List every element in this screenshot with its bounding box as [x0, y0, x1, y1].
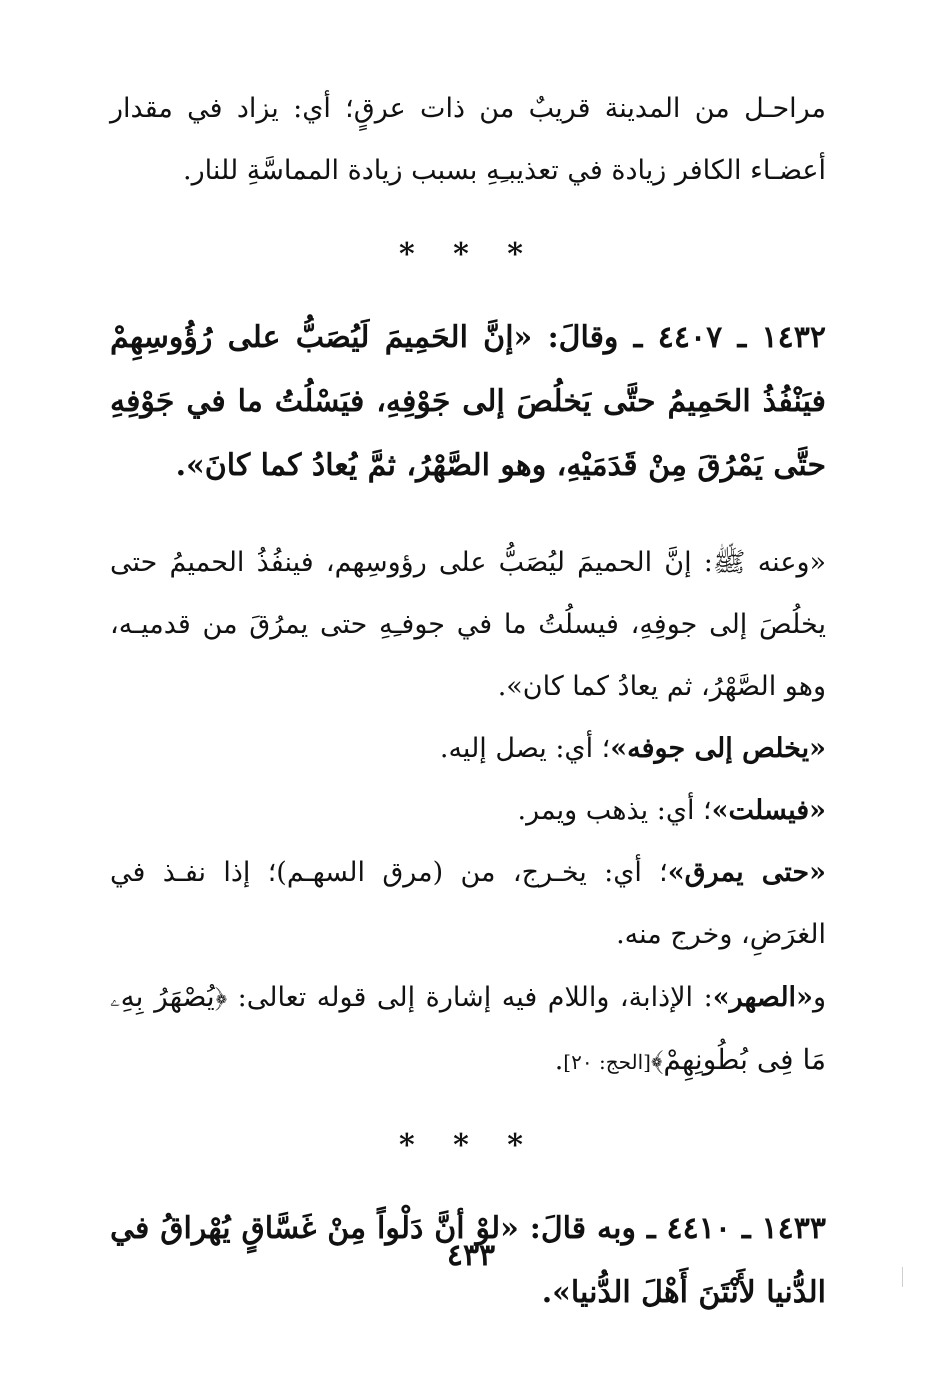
gloss-prefix: و	[812, 982, 826, 1013]
gloss-yakhlus	[110, 718, 826, 780]
commentary-quote: «وعنه ﷺ: إنَّ الحميمَ ليُصَبُّ على رؤوسِهم، فينفُذُ الحميمُ حتى يخلُصَ إلى جوفِهِ، فيسلُتُ ما في جوفـِهِ حتى يمرُقَ من قدميـه، وهو الصَّهْرُ، ثم يعادُ كما كان».	[110, 547, 826, 702]
gloss-term: «حتى يمرق»	[667, 857, 826, 888]
gloss-sahr	[110, 966, 826, 1093]
gloss-yamruq	[110, 842, 826, 966]
gloss-term: «الصهر»	[712, 982, 813, 1013]
quran-verse: ﴿يُصْهَرُ بِهِۦ مَا فِى بُطُونِهِمْ﴾	[110, 980, 826, 1076]
scan-mark	[902, 1267, 903, 1287]
gloss-text: ؛ أي: يذهب ويمر.	[517, 795, 712, 826]
page-body	[110, 78, 826, 1377]
section-separator: * * *	[399, 1128, 537, 1163]
gloss-term: «فيسلت»	[711, 795, 826, 826]
gloss-text: : الإذابة، واللام فيه إشارة إلى قوله تعالى:	[227, 982, 713, 1013]
intro-line-2: الكافر زيادة في تعذيبـِهِ بسبب زيادة المماسَّةِ للنار.	[183, 155, 742, 186]
section-separator: * * *	[399, 237, 537, 272]
page-number: ٤٣٣	[446, 1238, 496, 1273]
gloss-term: «يخلص إلى جوفه»	[610, 733, 826, 764]
gloss-fayaslut	[110, 780, 826, 842]
spacer	[110, 498, 826, 532]
intro-paragraph	[110, 78, 826, 202]
hadith-1432: ١٤٣٢ ـ ٤٤٠٧ ـ وقالَ: «إنَّ الحَمِيمَ لَيُصَبُّ على رُؤُوسِهِمْ فيَنْفُذُ الحَمِيمُ حتَّى يَخلُصَ إلى جَوْفِهِ، فيَسْلُتُ ما في جَوْفِهِ حتَّى يَمْرُقَ مِنْ قَدَمَيْهِ، وهو الصَّهْرُ، ثمَّ يُعادُ كما كانَ».	[110, 320, 826, 483]
gloss-text: ؛ أي: يصل إليه.	[439, 733, 611, 764]
intro-line-1: مراحـل من المدينة قريبٌ من ذات عرقٍ؛ أي: يزاد في مقدار أعضـاء	[110, 93, 826, 186]
gloss-end: .	[554, 1045, 564, 1076]
hadith-1433: ١٤٣٣ ـ ٤٤١٠ ـ وبه قالَ: «لوْ أنَّ دَلْواً مِنْ غَسَّاقٍ يُهْراقُ في الدُّنيا لأَنْتَنَ أَهْلَ الدُّنيا».	[110, 1211, 826, 1310]
quran-reference: [الحج: ٢٠]	[563, 1050, 651, 1074]
gloss-text: ؛ أي: يخـرج، من (مرق السهـم)؛ إذا نفـذ في الغرَضِ، وخرج منه.	[110, 857, 826, 950]
